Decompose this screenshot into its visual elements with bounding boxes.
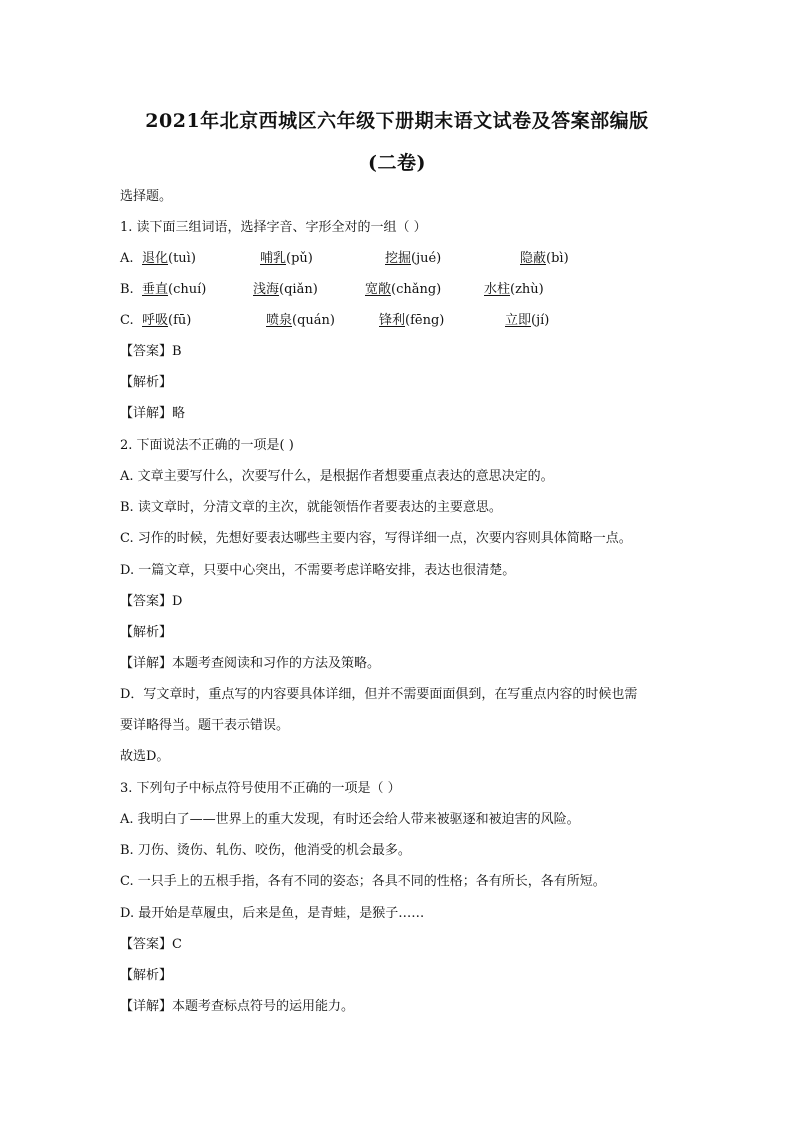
q1-c-item-3: 锋利(fēng) (379, 313, 445, 328)
q3-stem: 3. 下列句子中标点符号使用不正确的一项是（ ） (120, 781, 401, 796)
q2-detail: 【详解】本题考查阅读和习作的方法及策略。 (120, 656, 381, 671)
q1-option-a-label: A. (120, 251, 134, 266)
q1-option-c-label: C. (120, 313, 134, 328)
q1-c-item-2: 喷泉(quán) (266, 313, 335, 328)
q1-b-item-2: 浅海(qiǎn) (253, 282, 318, 297)
section-heading: 选择题。 (120, 189, 173, 204)
document-title: 2021年北京西城区六年级下册期末语文试卷及答案部编版 (145, 110, 649, 132)
q1-analysis: 【解析】 (120, 375, 173, 390)
q1-b-item-4: 水柱(zhù) (484, 282, 544, 297)
q2-answer: 【答案】D (120, 594, 183, 609)
q3-answer: 【答案】C (120, 937, 182, 952)
q2-explain-line-2: 要详略得当。题干表示错误。 (120, 718, 290, 733)
q1-a-item-2: 哺乳(pǔ) (260, 251, 313, 266)
q1-b-item-3: 宽敞(chǎng) (365, 282, 442, 297)
q2-option-a: A. 文章主要写什么，次要写什么，是根据作者想要重点表达的意思决定的。 (120, 469, 554, 484)
q2-analysis: 【解析】 (120, 625, 173, 640)
q1-a-item-4: 隐蔽(bì) (520, 251, 569, 266)
q1-c-item-1: 呼吸(fū) (142, 313, 192, 328)
q2-explain-line-1: D．写文章时，重点写的内容要具体详细，但并不需要面面俱到，在写重点内容的时候也需 (120, 687, 638, 702)
q3-analysis: 【解析】 (120, 968, 173, 983)
q1-c-item-4: 立即(jí) (505, 313, 550, 328)
q1-answer: 【答案】B (120, 344, 182, 359)
q1-a-item-1: 退化(tuì) (142, 251, 196, 266)
document-subtitle: (二卷) (368, 152, 426, 174)
q1-stem: 1. 读下面三组词语，选择字音、字形全对的一组（ ） (120, 220, 427, 235)
q2-option-d: D. 一篇文章，只要中心突出，不需要考虑详略安排，表达也很清楚。 (120, 563, 516, 578)
q1-detail: 【详解】略 (120, 406, 186, 421)
q3-option-b: B. 刀伤、烫伤、轧伤、咬伤，他消受的机会最多。 (120, 843, 411, 858)
q3-option-c: C. 一只手上的五根手指，各有不同的姿态；各具不同的性格；各有所长，各有所短。 (120, 874, 606, 889)
q2-option-b: B. 读文章时，分清文章的主次，就能领悟作者要表达的主要意思。 (120, 500, 502, 515)
q2-option-c: C. 习作的时候，先想好要表达哪些主要内容，写得详细一点，次要内容则具体简略一点。 (120, 531, 632, 546)
q2-choose: 故选D。 (120, 749, 170, 764)
q3-option-a: A. 我明白了——世界上的重大发现，有时还会给人带来被驱逐和被迫害的风险。 (120, 812, 580, 827)
q1-b-item-1: 垂直(chuí) (142, 282, 207, 297)
q2-stem: 2. 下面说法不正确的一项是( ) (120, 438, 294, 453)
q1-option-b-label: B. (120, 282, 134, 297)
q3-detail: 【详解】本题考查标点符号的运用能力。 (120, 999, 355, 1014)
q1-a-item-3: 挖掘(jué) (385, 251, 442, 266)
q3-option-d: D. 最开始是草履虫，后来是鱼，是青蛙，是猴子…… (120, 906, 425, 921)
